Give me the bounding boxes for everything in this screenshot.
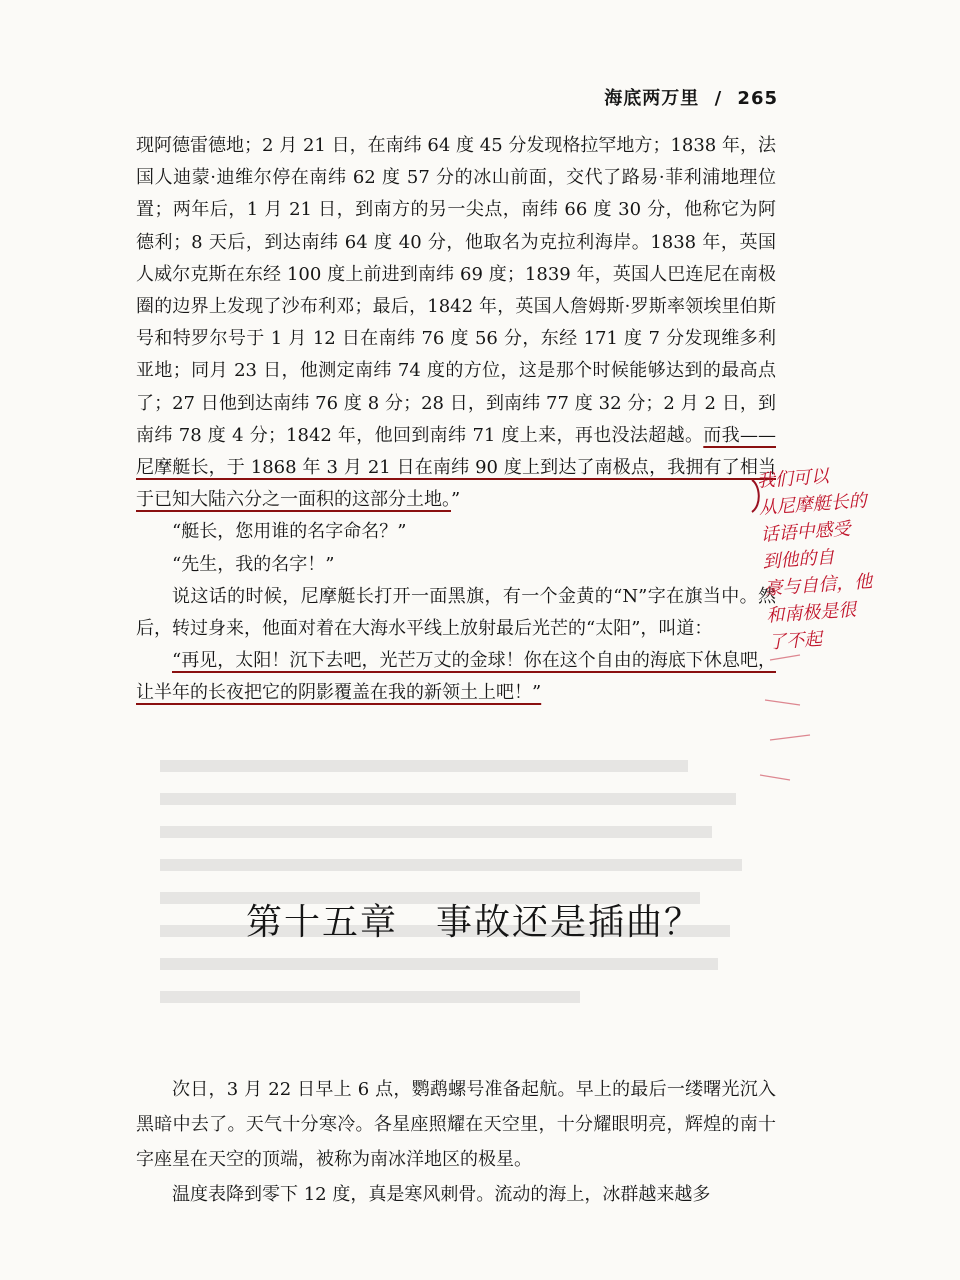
chapter-title: 第十五章 事故还是插曲？ bbox=[246, 902, 703, 943]
paragraph-2: “艇长，您用谁的名字命名？” bbox=[172, 521, 407, 543]
annotation-line: 话语中感受 bbox=[759, 518, 852, 546]
page-number: 265 bbox=[737, 88, 778, 109]
book-title: 海底两万里 bbox=[604, 88, 700, 109]
paragraph-1-close: ” bbox=[451, 489, 461, 511]
underlined-quote-nemo: 而我——尼摩艇长，于 1868 年 3 月 21 日在南纬 90 度上到达了南极点，我拥有了相当于已知大陆六分之一面积的这部分土地。 bbox=[136, 424, 776, 511]
annotation-line: 豪与自信，他 bbox=[763, 571, 873, 600]
annotation-line: 了不起 bbox=[767, 628, 823, 654]
annotation-line: 从尼摩艇长的 bbox=[758, 490, 868, 519]
running-header bbox=[604, 84, 778, 110]
chapter-text bbox=[136, 1072, 776, 1212]
paragraph-1 bbox=[136, 130, 776, 516]
chapter-paragraph-1: 次日，3 月 22 日早上 6 点，鹦鹉螺号准备起航。早上的最后一缕曙光沉入黑暗中去了。天气十分寒冷。各星座照耀在天空里，十分耀眼明亮，辉煌的南十字座星在天空的顶端，被称为南冰洋地区的极星。 bbox=[136, 1079, 776, 1170]
paragraph-3: “先生，我的名字！” bbox=[172, 553, 335, 575]
annotation-line: 到他的自 bbox=[761, 546, 836, 573]
annotation-line: 我们可以 bbox=[756, 465, 830, 492]
main-text bbox=[136, 130, 776, 710]
header-separator: / bbox=[714, 88, 723, 109]
paragraph-1-text: 现阿德雷德地；2 月 21 日，在南纬 64 度 45 分发现格拉罕地方；1838 年，法国人迪蒙·迪维尔停在南纬 62 度 57 分的冰山前面，交代了路易·菲利浦地理位置；两年后，1 月 21 日，到南方的另一尖点，南纬 66 度 30 分，他称它为阿德利；8 天后，到达南纬 64 度 40 分，他取名为克拉利海岸。1838 年，英国人威尔克斯在东经 100 度上前进到南纬 69 度；1839 年，英国人巴连尼在南极圈的边界上发现了沙布利邓；最后，1842 年，英国人詹姆斯·罗斯率领埃里伯斯号和特罗尔号于 1 月 12 日在南纬 76 度 56 分，东经 171 度 7 分发现维多利亚地；同月 23 日，他测定南纬 74 度的方位，这是那个时候能够达到的最高点了；27 日他到达南纬 76 度 8 分；28 日，到南纬 77 度 32 分；2 月 2 日，到南纬 78 度 4 分；1842 年，他回到南纬 71 度上来，再也没法超越。 bbox=[136, 135, 776, 446]
paragraph-4: 说这话的时候，尼摩艇长打开一面黑旗，有一个金黄的“N”字在旗当中。然后，转过身来，他面对着在大海水平线上放射最后光芒的“太阳”，叫道： bbox=[136, 585, 776, 640]
annotation-line: 和南极是很 bbox=[765, 599, 857, 627]
paragraph-5 bbox=[136, 645, 776, 709]
handwritten-annotation bbox=[756, 459, 899, 657]
underlined-quote-farewell: “再见，太阳！沉下去吧，光芒万丈的金球！你在这个自由的海底下休息吧，让半年的长夜把它的阴影覆盖在我的新领土上吧！” bbox=[136, 650, 776, 704]
chapter-paragraph-2: 温度表降到零下 12 度，真是寒风刺骨。流动的海上，冰群越来越多 bbox=[172, 1184, 711, 1205]
